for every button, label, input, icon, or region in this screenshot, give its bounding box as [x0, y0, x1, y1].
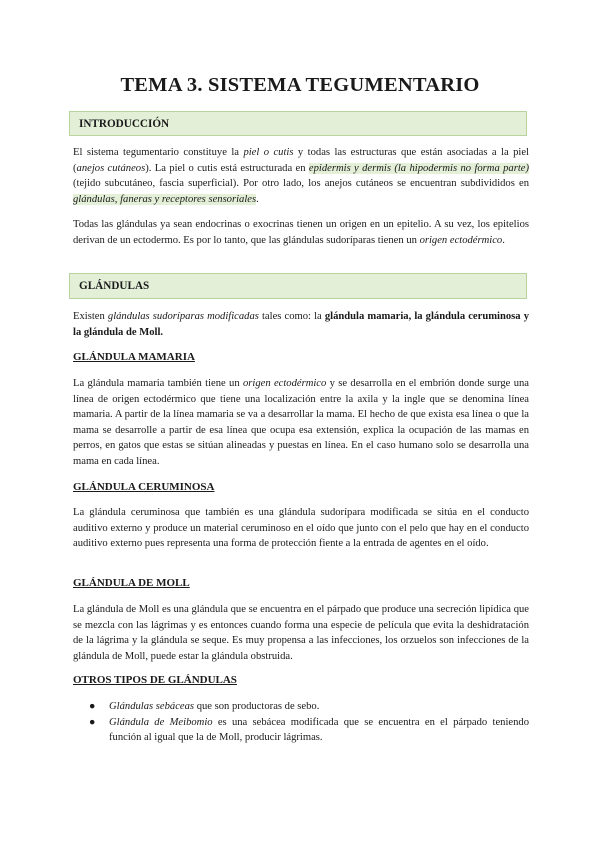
- text-run: El sistema tegumentario constituye la: [73, 147, 244, 158]
- highlighted-text: epidermis y dermis (la hipodermis no forma parte): [308, 162, 530, 174]
- text-run-bold: glándula mamaria, la glándula ceruminosa y la glándula de Moll.: [73, 311, 529, 338]
- otros-tipos-list: [73, 699, 529, 746]
- text-run: tales como: la: [258, 311, 325, 322]
- text-run: y todas las estructuras que están asociadas a la piel (: [73, 147, 530, 174]
- text-run-italic: origen ectodérmico: [242, 378, 327, 389]
- document-title: TEMA 3. SISTEMA TEGUMENTARIO: [120, 74, 480, 96]
- text-run-italic: Glándulas sebáceas: [109, 701, 195, 712]
- text-run: ). La piel o cutis está estructurada en: [145, 162, 309, 174]
- glandulas-paragraph: [73, 309, 529, 340]
- mamaria-paragraph: [73, 376, 529, 470]
- section-heading-label: INTRODUCCIÓN: [79, 118, 170, 130]
- text-run: (tejido subcutáneo, fascia superficial). Por otro lado, los anejos cutáneos se encuentran subdivididos en: [73, 178, 529, 190]
- text-run: y se desarrolla en el embrión donde surge una línea de origen ectodérmico que tiene una localización entre la axila y la ingle que se denomina línea mamaria. A partir de la línea mamaria se va a desarrollar la mama. El hecho de que exista esa línea o que la mama se desarrolle a partir de esa línea que ocupa esa extensión, explica la ocupación de las mamas en perros, en gatos que estas se sitúan alineadas y puestas en línea. En el caso humano solo se desarrolla una mama en cada línea.: [73, 378, 529, 467]
- text-run-italic: origen ectodérmico: [419, 234, 503, 246]
- intro-paragraph-1: [73, 145, 529, 207]
- bullet-icon: ●: [89, 716, 96, 728]
- text-run: .: [502, 234, 505, 246]
- bullet-icon: ●: [89, 701, 96, 712]
- subheading-ceruminosa: GLÁNDULA CERUMINOSA: [73, 481, 215, 493]
- moll-paragraph: La glándula de Moll es una glándula que se encuentra en el párpado que produce una secreción lipídica que se mezcla con las lágrimas y es entonces cuando forma una especie de película que evita la deshidratación de la lágrima y la glándula se seque. Es muy propensa a las infecciones, los orzuelos son infecciones de la glándula de Moll, puede estar la glándula obstruida.: [73, 604, 529, 662]
- text-run: Todas las glándulas ya sean endocrinas o exocrinas tienen un origen en un epitelio. A su vez, los epitelios derivan de un ectodermo. Es por lo tanto, que las glándulas sudoríparas tienen un: [73, 219, 529, 246]
- subheading-moll: GLÁNDULA DE MOLL: [73, 577, 190, 589]
- highlighted-text: glándulas, faneras y receptores sensoriales: [73, 193, 257, 205]
- text-run-italic: Glándula de Meibomio: [109, 716, 213, 728]
- text-run: .: [256, 193, 259, 205]
- section-heading-glandulas: [69, 273, 527, 299]
- section-heading-introduccion: [69, 111, 527, 136]
- intro-paragraph-2: [73, 217, 529, 248]
- text-run-italic: glándulas sudoríparas modificadas: [107, 311, 259, 322]
- text-run: La glándula mamaria también tiene un: [73, 378, 243, 389]
- section-heading-label: GLÁNDULAS: [79, 280, 150, 292]
- text-run-italic: piel o cutis: [243, 147, 294, 158]
- subheading-otros-tipos: OTROS TIPOS DE GLÁNDULAS: [73, 674, 237, 686]
- ceruminosa-paragraph: La glándula ceruminosa que también es una glándula sudorípara modificada se sitúa en el conducto auditivo externo y produce un material ceruminoso en el oído que junto con el pelo que hay en el conducto auditivo externo pues representa una forma de protección fiente a la entrada de agentes en el oído.: [73, 507, 529, 550]
- list-item: [73, 699, 529, 715]
- text-run: Existen: [73, 311, 108, 322]
- text-run: que son productoras de sebo.: [194, 701, 320, 712]
- list-item: [73, 715, 529, 746]
- text-run: es una sebácea modificada que se encuentra en el párpado teniendo función al igual que la de Moll, producir lágrimas.: [109, 716, 529, 744]
- text-run-italic: anejos cutáneos: [76, 162, 146, 174]
- subheading-mamaria: GLÁNDULA MAMARIA: [73, 351, 195, 363]
